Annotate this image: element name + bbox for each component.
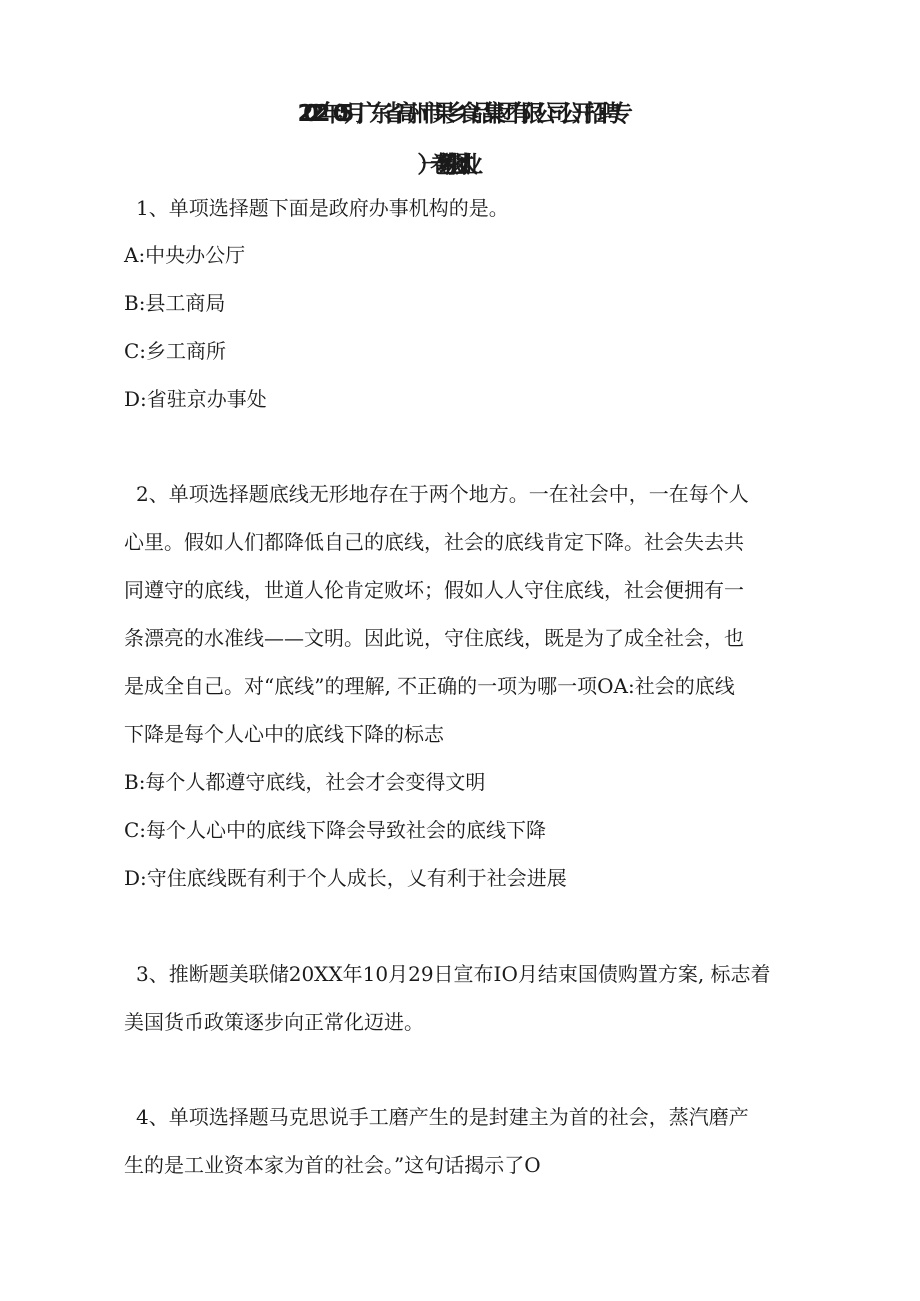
question-2-stem-line: 心里。假如人们都降低自己的底线，社会的底线肯定下降。社会失去共 <box>124 530 744 554</box>
question-2-stem-line: 是成全自己。对“底线”的理解, 不正确的一项为哪一项OA:社会的底线 <box>124 674 735 698</box>
question-2-option-c: C:每个人心中的底线下降会导致社会的底线下降 <box>124 818 547 842</box>
document-title-line-1: 2022年05月广东省高州市果乡食品集团有限公司公开招聘专 <box>297 101 623 127</box>
question-2-option-b: B:每个人都遵守底线，社会才会变得文明 <box>124 770 486 794</box>
question-2-option-d: D:守住底线既有利于个人成长，乂有利于社会进展 <box>124 866 567 890</box>
document-title-line-2 <box>0 146 920 179</box>
question-2-stem-line: 下降是每个人心中的底线下降的标志 <box>124 722 444 746</box>
question-1-option-b: B:县工商局 <box>124 291 226 315</box>
question-1-option-d: D:省驻京办事处 <box>124 387 267 411</box>
question-4-stem-line: 生的是工业资本家为首的社会。”这句话揭示了O <box>124 1153 541 1177</box>
question-1-stem: 1、单项选择题下面是政府办事机构的是。 <box>136 196 509 220</box>
question-4-stem-line: 4、单项选择题马克思说手工磨产生的是封建主为首的社会，蒸汽磨产 <box>136 1105 749 1129</box>
question-1-option-c: C:乡工商所 <box>124 339 227 363</box>
question-2-stem-line: 条漂亮的水准线——文明。因此说，守住底线，既是为了成全社会，也 <box>124 626 744 650</box>
question-1-option-a: A:中央办公厅 <box>124 243 246 267</box>
question-3-stem-line: 3、推断题美联储20XX年10月29日宣布IO月结束国债购置方案, 标志着 <box>136 962 771 986</box>
question-2-stem-line: 2、单项选择题底线无形地存在于两个地方。一在社会中，一在每个人 <box>136 482 749 506</box>
question-2-stem-line: 同遵守的底线，世道人伦肯定败坏；假如人人守住底线，社会便拥有一 <box>124 578 744 602</box>
question-3-stem-line: 美国货币政策逐步向正常化迈进。 <box>124 1010 424 1034</box>
